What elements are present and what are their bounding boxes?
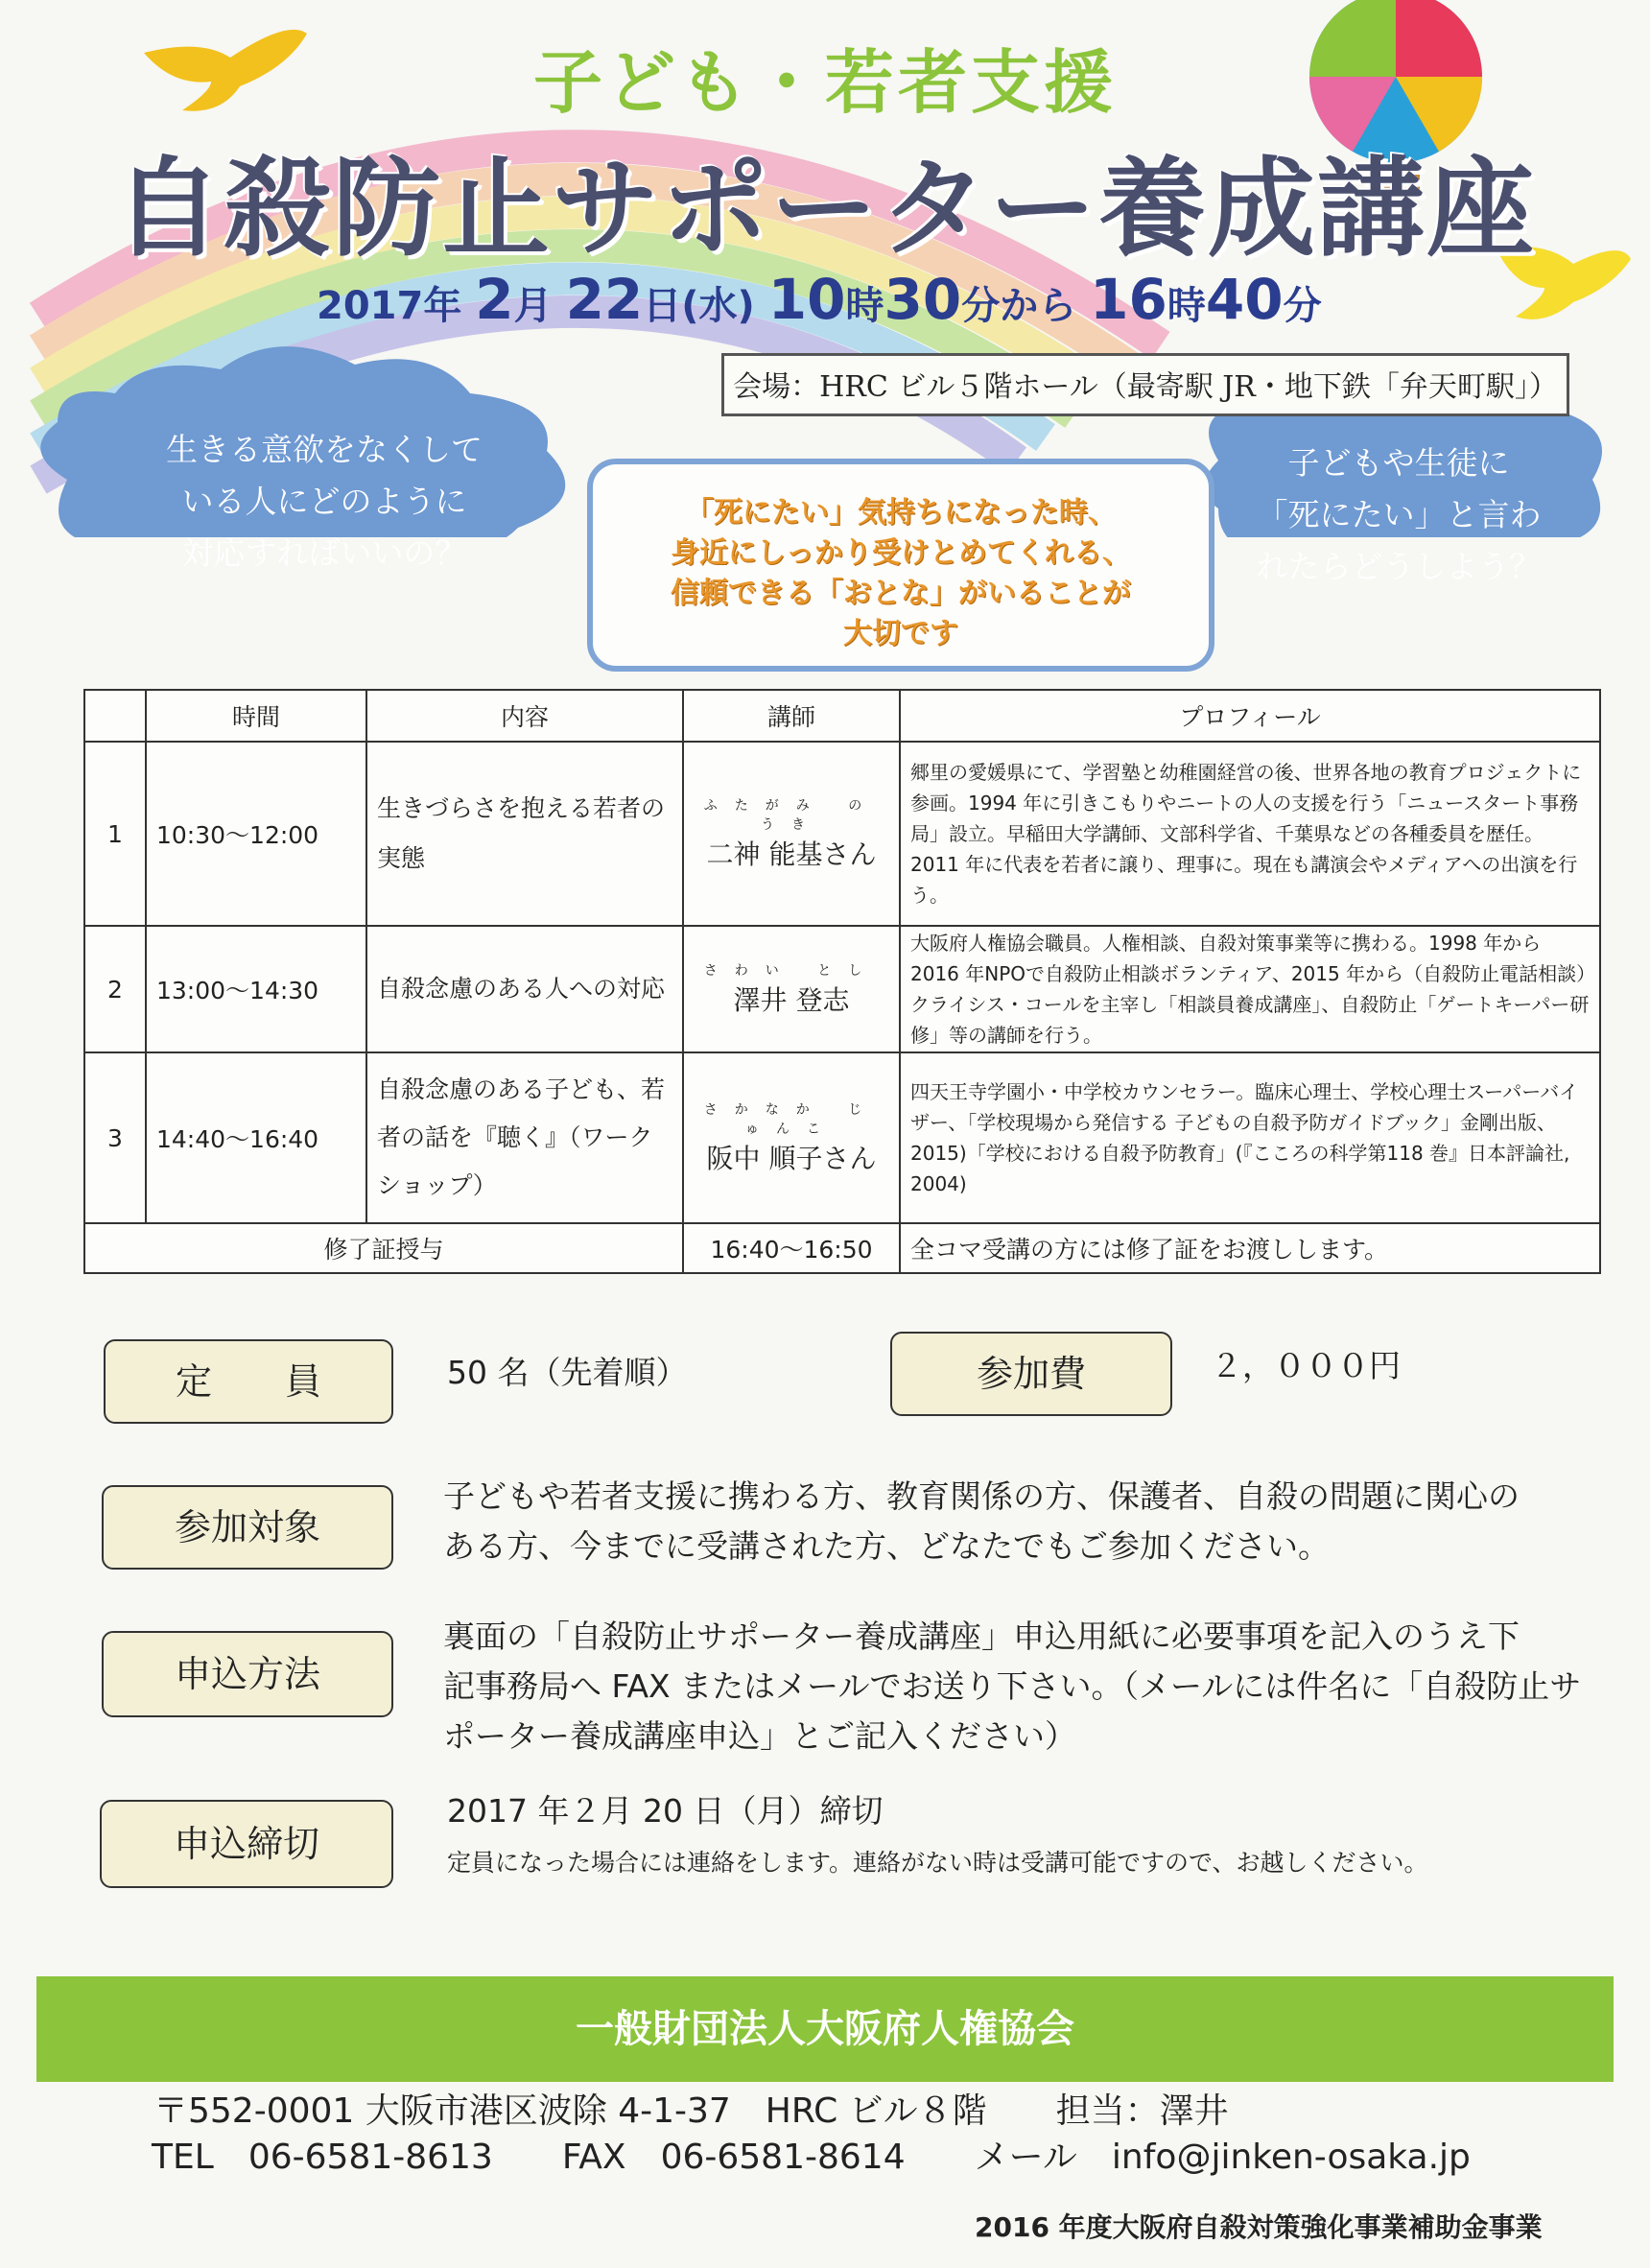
certificate-note: 全コマ受講の方には修了証をお渡しします。 bbox=[900, 1223, 1600, 1273]
row-profile: 四天王寺学園小・中学校カウンセラー。臨床心理士、学校心理士スーパーバイザー、「学校現場から発信する 子どもの自殺予防ガイドブック」金剛出版、2015)「学校における自殺予防教育」(『こころの科学第118 巻』日本評論社, 2004) bbox=[900, 1052, 1600, 1223]
fee-value: ２，０００円 bbox=[1211, 1347, 1401, 1384]
tel-label: TEL bbox=[152, 2138, 214, 2177]
fax-label: FAX bbox=[561, 2138, 626, 2177]
certificate-label: 修了証授与 bbox=[84, 1223, 683, 1273]
capacity-label: 定 員 bbox=[104, 1339, 393, 1424]
fax-number: 06-6581-8614 bbox=[660, 2138, 906, 2177]
row-time: 10:30〜12:00 bbox=[146, 742, 366, 926]
contact-line bbox=[152, 2130, 1471, 2179]
row-no: 1 bbox=[84, 742, 146, 926]
event-date: 2017年 2月 22日(水) 10時30分から 16時40分 bbox=[317, 267, 1322, 332]
target-label: 参加対象 bbox=[102, 1485, 393, 1570]
event-title: 自殺防止サポーター養成講座 bbox=[114, 147, 1536, 272]
apply-label: 申込方法 bbox=[102, 1631, 393, 1717]
event-subtitle: 子ども・若者支援 bbox=[532, 42, 1117, 123]
header-no bbox=[84, 690, 146, 742]
schedule-table bbox=[83, 689, 1601, 1274]
certificate-row bbox=[84, 1223, 1600, 1273]
cloud-right-text: 子どもや生徒に 「死にたい」と言わ れたらどうしよう？ bbox=[1256, 444, 1542, 585]
table-row bbox=[84, 742, 1600, 926]
deadline-note: 定員になった場合には連絡をします。連絡がない時は受講可能ですので、お越しください。 bbox=[447, 1849, 1428, 1877]
header-time: 時間 bbox=[146, 690, 366, 742]
apply-value: 裏面の「自殺防止サポーター養成講座」申込用紙に必要事項を記入のうえ下 記事務局へ FAX またはメールでお送り下さい。（メールには件名に「自殺防止サ ポーター養成講座申込」とご記入ください） bbox=[443, 1618, 1582, 1755]
table-row bbox=[84, 1052, 1600, 1223]
address: 〒552-0001 大阪市港区波除 4-1-37 HRC ビル８階 担当：澤井 bbox=[153, 2091, 1229, 2131]
fee-label: 参加費 bbox=[890, 1332, 1172, 1416]
row-content: 生きづらさを抱える若者の実態 bbox=[366, 742, 683, 926]
target-value: 子どもや若者支援に携わる方、教育関係の方、保護者、自殺の問題に関心の ある方、今までに受講された方、どなたでもご参加ください。 bbox=[443, 1477, 1520, 1565]
mail-label: メール bbox=[974, 2138, 1077, 2177]
table-row bbox=[84, 926, 1600, 1052]
row-profile: 大阪府人権協会職員。人権相談、自殺対策事業等に携わる。1998 年から 2016 年NPOで自殺防止相談ボランティア、2015 年から（自殺防止電話相談）クライシス・コールを主宰し「相談員養成講座」、自殺防止「ゲートキーパー研修」等の講師を行う。 bbox=[900, 926, 1600, 1052]
row-lecturer: さかなか じゅんこ 阪中 順子さん bbox=[683, 1052, 900, 1223]
row-no: 2 bbox=[84, 926, 146, 1052]
row-lecturer: ふたがみ のうき 二神 能基さん bbox=[683, 742, 900, 926]
cloud-left-text: 生きる意欲をなくして いる人にどのように 対応すればいいの？ bbox=[166, 431, 483, 572]
organization-banner: 一般財団法人大阪府人権協会 bbox=[36, 1976, 1614, 2082]
row-time: 13:00〜14:30 bbox=[146, 926, 366, 1052]
center-message-box bbox=[587, 459, 1214, 672]
deadline-value: 2017 年２月 20 日（月）締切 bbox=[447, 1792, 884, 1830]
grant-note: 2016 年度大阪府自殺対策強化事業補助金事業 bbox=[975, 2211, 1543, 2243]
table-header-row bbox=[84, 690, 1600, 742]
certificate-time: 16:40〜16:50 bbox=[683, 1223, 900, 1273]
row-content: 自殺念慮のある子ども、若者の話を『聴く』（ワークショップ） bbox=[366, 1052, 683, 1223]
deadline-label: 申込締切 bbox=[100, 1800, 393, 1888]
header-content: 内容 bbox=[366, 690, 683, 742]
header-lecturer: 講師 bbox=[683, 690, 900, 742]
row-lecturer: さわい とし 澤井 登志 bbox=[683, 926, 900, 1052]
capacity-value: 50 名（先着順） bbox=[447, 1354, 688, 1391]
center-message: 「死にたい」気持ちになった時、 身近にしっかり受けとめてくれる、 信頼できる「おとな」がいることが 大切です bbox=[671, 496, 1131, 650]
row-profile: 郷里の愛媛県にて、学習塾と幼稚園経営の後、世界各地の教育プロジェクトに参画。1994 年に引きこもりやニートの人の支援を行う「ニュースタート事務局」設立。早稲田大学講師、文部科学省、千葉県などの各種委員を歴任。2011 年に代表を若者に譲り、理事に。現在も講演会やメディアへの出演を行う。 bbox=[900, 742, 1600, 926]
header-profile: プロフィール bbox=[900, 690, 1600, 742]
mail-address: info@jinken-osaka.jp bbox=[1111, 2138, 1471, 2177]
venue-box: 会場：HRC ビル５階ホール（最寄駅 JR・地下鉄「弁天町駅」） bbox=[721, 353, 1569, 416]
row-no: 3 bbox=[84, 1052, 146, 1223]
tel-number: 06-6581-8613 bbox=[248, 2138, 493, 2177]
row-content: 自殺念慮のある人への対応 bbox=[366, 926, 683, 1052]
row-time: 14:40〜16:40 bbox=[146, 1052, 366, 1223]
